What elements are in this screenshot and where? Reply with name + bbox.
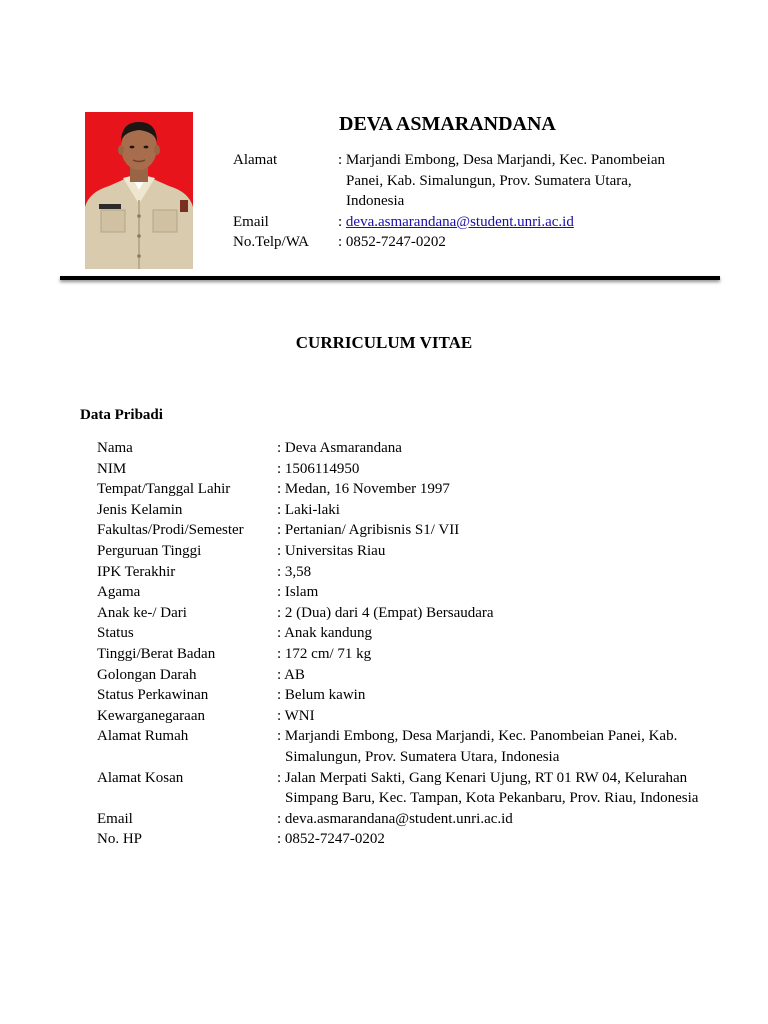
data-label: Jenis Kelamin [97,501,183,518]
data-value: : 0852-7247-0202 [277,831,385,848]
data-row [97,500,717,521]
data-row [97,459,717,480]
data-row [97,479,717,500]
data-label: Kewarganegaraan [97,707,205,724]
data-label: Agama [97,584,141,601]
contact-value: : Marjandi Embong, Desa Marjandi, Kec. Panombeian Panei, Kab. Simalungun, Prov. Sumatera Utara, Indonesia [338,152,665,209]
data-row [97,768,717,809]
data-label: Nama [97,440,133,456]
contact-row-address [233,150,693,212]
contact-label: Alamat [233,152,278,168]
data-row [97,644,717,665]
profile-photo [85,112,193,269]
data-label: Status Perkawinan [97,687,209,704]
data-row [97,829,717,850]
data-value: : Anak kandung [277,625,372,642]
data-row [97,623,717,644]
data-value: : Pertanian/ Agribisnis S1/ VII [277,522,460,539]
data-value: : Universitas Riau [277,542,386,559]
portrait-photo-icon [85,112,193,269]
data-label: Alamat Kosan [97,769,184,786]
candidate-name: DEVA ASMARANDANA [339,113,556,135]
data-value: : Marjandi Embong, Desa Marjandi, Kec. Panombeian Panei, Kab. Simalungun, Prov. Sumatera Utara, Indonesia [277,728,678,765]
data-value: : 1506114950 [277,460,360,477]
contact-row-email [233,212,693,233]
data-label: Tempat/Tanggal Lahir [97,481,231,498]
data-label: IPK Terakhir [97,563,176,580]
contact-label: Email [233,213,269,230]
data-value: : AB [277,666,305,683]
data-label: Anak ke-/ Dari [97,604,187,621]
data-value: : 2 (Dua) dari 4 (Empat) Bersaudara [277,604,494,621]
data-value: : Laki-laki [277,501,340,518]
data-label: Tinggi/Berat Badan [97,645,216,662]
data-value: : Medan, 16 November 1997 [277,481,450,498]
contact-label: No.Telp/WA [233,234,310,250]
contact-value [338,212,693,233]
data-value: : Islam [277,584,319,601]
data-value: : Belum kawin [277,687,366,704]
data-row [97,726,717,767]
data-value: : Jalan Merpati Sakti, Gang Kenari Ujung, RT 01 RW 04, Kelurahan Simpang Baru, Kec. Tampan, Kota Pekanbaru, Prov. Riau, Indonesia [277,769,699,807]
data-row [97,562,717,583]
data-value: : Deva Asmarandana [277,440,402,456]
data-label: Perguruan Tinggi [97,542,202,559]
data-row [97,582,717,603]
data-row [97,665,717,686]
section-title: Data Pribadi [80,407,163,423]
contact-value: : 0852-7247-0202 [338,234,446,250]
personal-data-list [97,438,717,850]
email-link[interactable]: deva.asmarandana@student.unri.ac.id [345,213,574,230]
data-label: Status [97,625,134,642]
data-value: : 3,58 [277,563,312,580]
data-row [97,685,717,706]
data-label: Fakultas/Prodi/Semester [97,522,244,539]
data-label: Golongan Darah [97,666,197,683]
data-row [97,438,717,459]
data-label: NIM [97,460,127,477]
contact-row-phone [233,232,693,253]
data-row [97,541,717,562]
data-value: : deva.asmarandana@student.unri.ac.id [277,810,513,827]
data-row [97,706,717,727]
data-label: Alamat Rumah [97,728,189,745]
header-divider [60,276,720,280]
data-value: : 172 cm/ 71 kg [277,645,372,662]
data-row [97,520,717,541]
document-title: CURRICULUM VITAE [295,333,473,352]
data-row [97,603,717,624]
contact-block [233,150,693,253]
data-label: No. HP [97,831,143,848]
data-row [97,809,717,830]
colon: : [338,213,346,230]
data-value: : WNI [277,707,315,724]
data-label: Email [97,810,133,827]
